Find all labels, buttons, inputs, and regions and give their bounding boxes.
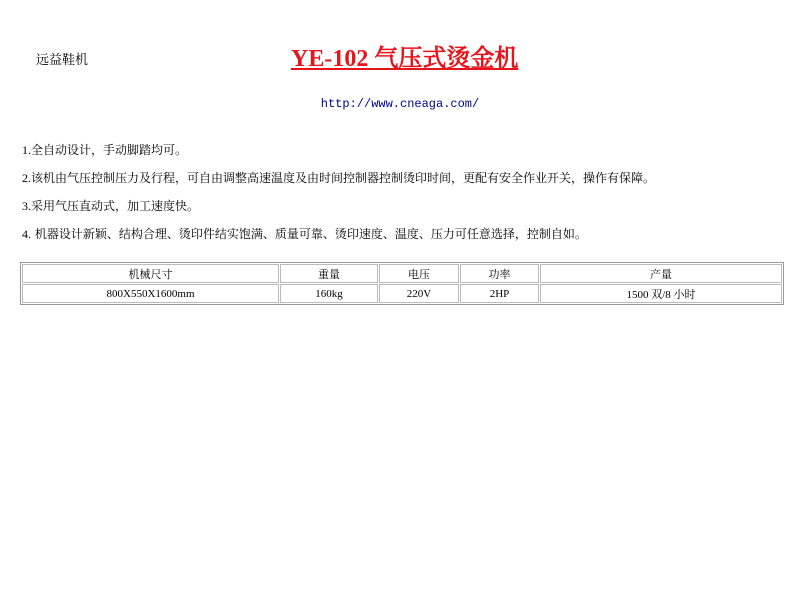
feature-number: 3.: [22, 199, 31, 213]
header-voltage: 电压: [379, 264, 459, 283]
cell-voltage: 220V: [379, 284, 459, 303]
feature-number: 4.: [22, 227, 31, 241]
header-weight: 重量: [280, 264, 378, 283]
brand-name: 远益鞋机: [36, 53, 89, 68]
feature-item: [22, 171, 655, 199]
table-row: [22, 284, 782, 303]
feature-text: 全自动设计，手动脚踏均可。: [31, 143, 188, 157]
feature-item: [22, 227, 655, 255]
cell-power: 2HP: [460, 284, 539, 303]
feature-text: 该机由气压控制压力及行程，可自由调整高速温度及由时间控制器控制烫印时间，更配有安全作业开关，操作有保障。: [31, 171, 656, 185]
feature-text: 采用气压直动式，加工速度快。: [31, 199, 200, 213]
feature-item: [22, 143, 655, 171]
feature-item: [22, 199, 655, 227]
feature-list: [22, 143, 655, 255]
cell-output: 1500 双/8 小时: [540, 284, 782, 303]
website-link[interactable]: http://www.cneaga.com/: [320, 97, 480, 111]
header-power: 功率: [460, 264, 539, 283]
cell-dimensions: 800X550X1600mm: [22, 284, 279, 303]
table-header-row: [22, 264, 782, 283]
page-title: YE-102 气压式烫金机: [291, 46, 519, 72]
cell-weight: 160kg: [280, 284, 378, 303]
header-dimensions: 机械尺寸: [22, 264, 279, 283]
feature-number: 1.: [22, 143, 31, 157]
feature-number: 2.: [22, 171, 31, 185]
header-output: 产量: [540, 264, 782, 283]
feature-text: 机器设计新颖、结构合理、烫印件结实饱满、质量可靠、烫印速度、温度、压力可任意选择，控制自如。: [31, 227, 587, 241]
spec-table: [20, 262, 784, 305]
